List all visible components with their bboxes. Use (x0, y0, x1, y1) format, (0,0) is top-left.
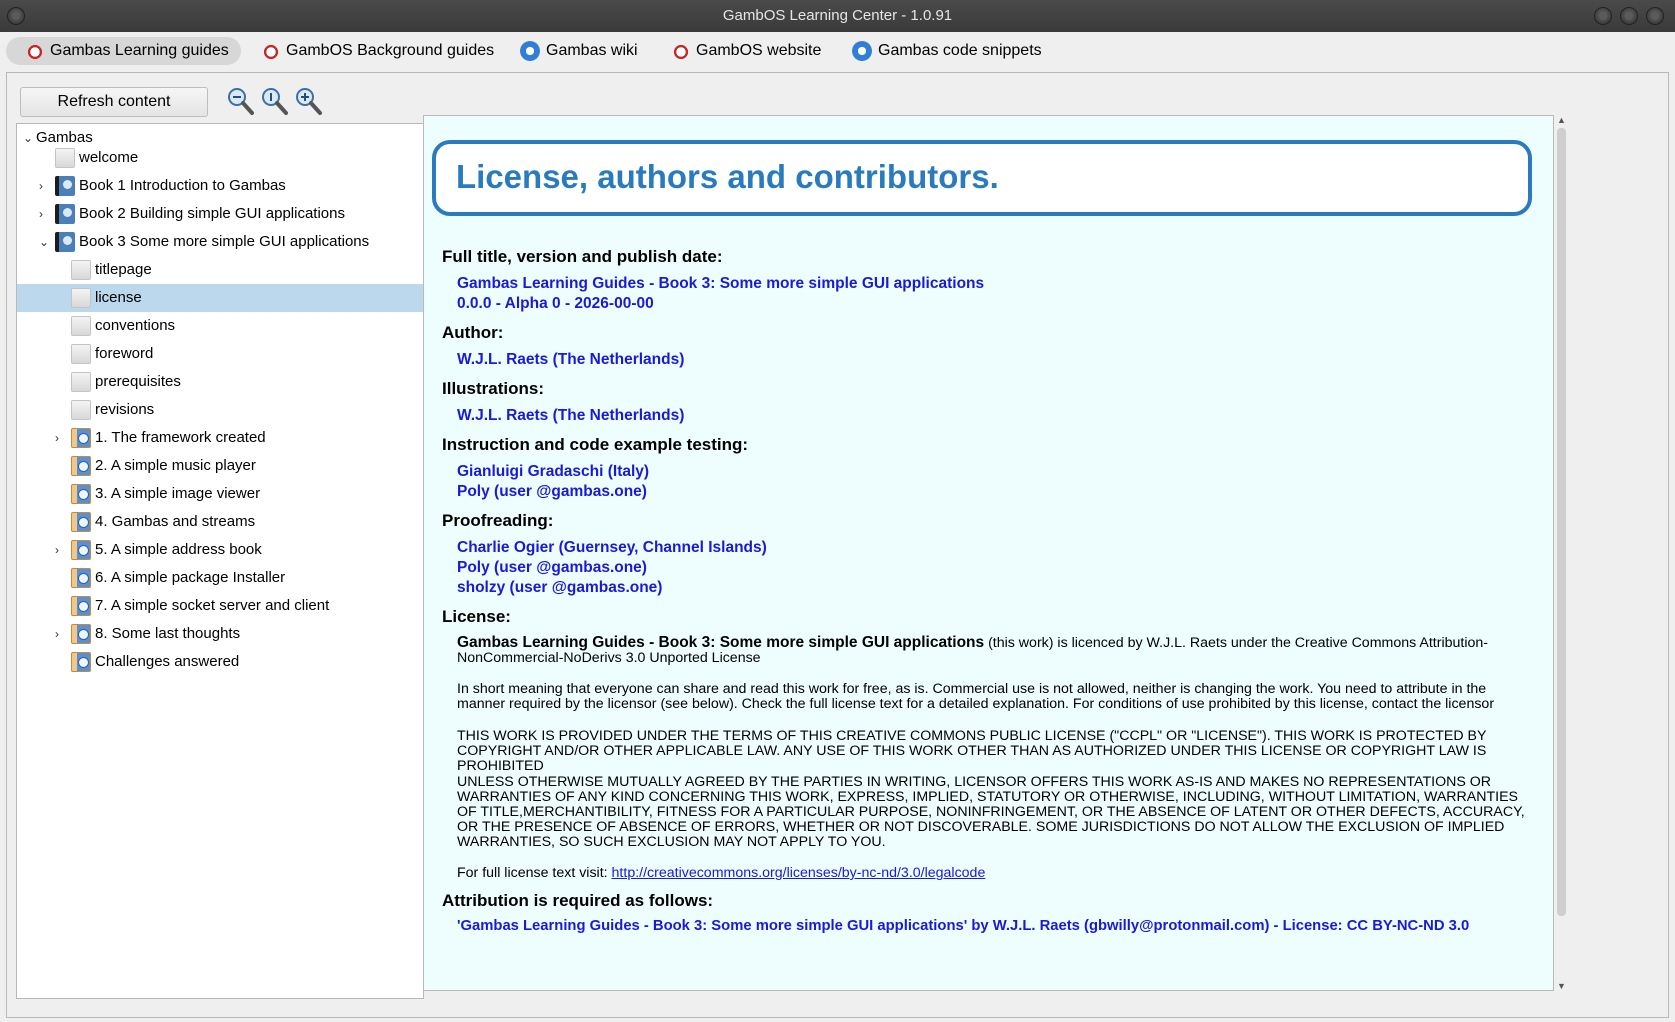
illustrations-value: W.J.L. Raets (The Netherlands) (457, 407, 685, 424)
license-work-title: Gambas Learning Guides - Book 3: Some more simple GUI applications (457, 634, 985, 651)
page-title-box (432, 140, 1532, 216)
zoom-reset-icon[interactable] (259, 85, 289, 117)
tester-value: Poly (user @gambas.one) (457, 483, 647, 500)
full-title-value: Gambas Learning Guides - Book 3: Some more simple GUI applications (457, 275, 985, 292)
document-scrollbar[interactable] (1554, 115, 1569, 991)
tree-label: 1. The framework created (95, 429, 266, 446)
tester-value: Gianluigi Gradaschi (Italy) (457, 463, 650, 480)
chapter-icon (71, 428, 91, 448)
tree-label: revisions (95, 401, 155, 418)
tab-label: GambOS website (696, 42, 822, 59)
license-link-paragraph (457, 866, 1527, 881)
tree-item-conventions[interactable] (17, 312, 423, 340)
window-titlebar (0, 0, 1675, 32)
page-title: License, authors and contributors. (456, 158, 999, 195)
maximize-button[interactable] (1620, 7, 1638, 25)
tree-item-revisions[interactable] (17, 396, 423, 424)
chapter-icon (71, 512, 91, 532)
license-terms-paragraph: THIS WORK IS PROVIDED UNDER THE TERMS OF THIS CREATIVE COMMONS PUBLIC LICENSE ("CCPL" OR "LICENSE"). THIS WORK IS PROTECTED BY COPYRIGHT AND/OR OTHER APPLICABLE LAW. ANY USE OF THIS WORK OTHER THAN AS AUTHORIZED UNDER THIS LICENSE OR COPYRIGHT LAW IS PROHIBITED (457, 728, 1487, 774)
proofreader-value: Poly (user @gambas.one) (457, 559, 647, 576)
close-button[interactable] (1646, 7, 1664, 25)
minimize-button[interactable] (1594, 7, 1612, 25)
tree-label: 7. A simple socket server and client (95, 597, 330, 614)
chapter-icon (71, 540, 91, 560)
tree-label: titlepage (95, 261, 152, 278)
window-title: GambOS Learning Center - 1.0.91 (722, 7, 953, 24)
tree-item-prerequisites[interactable] (17, 368, 423, 396)
gambos-icon (670, 41, 690, 61)
tab-gambas-code-snippets[interactable] (834, 37, 1054, 65)
tree-item-chapter-5[interactable] (17, 536, 423, 564)
collapse-icon[interactable]: ⌄ (23, 131, 34, 145)
tree-item-book2[interactable] (17, 200, 423, 228)
page-icon (71, 400, 91, 420)
full-title-heading: Full title, version and publish date: (442, 247, 723, 266)
license-text: (this work) is licenced by W.J.L. Raets under the Creative Commons Attribution-NonCommercial-NoDerivs 3.0 Unported License (457, 635, 1488, 666)
document-view[interactable] (423, 115, 1554, 991)
tab-label: Gambas Learning guides (50, 42, 229, 59)
chapter-icon (71, 596, 91, 616)
license-link-prefix: For full license text visit: (457, 865, 612, 881)
tree-label: 3. A simple image viewer (95, 485, 261, 502)
tree-item-welcome[interactable] (17, 144, 423, 172)
tab-label: Gambas wiki (546, 42, 638, 59)
scroll-down-icon[interactable]: ▼ (1557, 981, 1566, 991)
tree-label: Book 1 Introduction to Gambas (79, 177, 286, 194)
tree-label: Book 3 Some more simple GUI applications (79, 233, 370, 250)
gambos-icon (260, 41, 280, 61)
gambas-icon (852, 41, 872, 61)
version-value: 0.0.0 - Alpha 0 - 2026-00-00 (457, 295, 654, 312)
tree-label: welcome (79, 149, 139, 166)
page-icon (71, 344, 91, 364)
book-icon (55, 204, 75, 224)
tree-item-license[interactable] (17, 284, 423, 312)
tree-item-chapter-4[interactable] (17, 508, 423, 536)
expand-icon[interactable]: › (39, 207, 43, 221)
scroll-up-icon[interactable]: ▲ (1557, 115, 1566, 125)
tab-gambas-wiki[interactable] (502, 37, 650, 65)
tree-label: 8. Some last thoughts (95, 625, 241, 642)
tree-label: 5. A simple address book (95, 541, 262, 558)
window-menu-button[interactable] (7, 7, 25, 25)
page-icon (71, 288, 91, 308)
scrollbar-thumb[interactable] (1557, 128, 1566, 916)
proofreader-value: sholzy (user @gambas.one) (457, 579, 663, 596)
attribution-heading: Attribution is required as follows: (442, 891, 714, 910)
author-value: W.J.L. Raets (The Netherlands) (457, 351, 685, 368)
tab-gambos-background-guides[interactable] (242, 37, 506, 65)
license-link[interactable]: http://creativecommons.org/licenses/by-nc-nd/3.0/legalcode (611, 865, 986, 881)
tree-item-chapter-2[interactable] (17, 452, 423, 480)
book-icon (55, 176, 75, 196)
proofreader-value: Charlie Ogier (Guernsey, Channel Islands) (457, 539, 767, 556)
license-warranty-paragraph: UNLESS OTHERWISE MUTUALLY AGREED BY THE PARTIES IN WRITING, LICENSOR OFFERS THIS WORK AS-IS AND MAKES NO REPRESENTATIONS OR WARRANTIES OF ANY KIND CONCERNING THIS WORK, EXPRESS, IMPLIED, STATUTORY OR OTHERWISE, INCLUDING, WITHOUT LIMITATION, WARRANTIES OF TITLE,MERCHANTIBILITY, FITNESS FOR A PARTICULAR PURPOSE, NONINFRINGEMENT, OR THE ABSENCE OF LATENT OR OTHER DEFECTS, ACCURACY, OR THE PRESENCE OF ABSENCE OF ERRORS, WHETHER OR NOT DISCOVERABLE. SOME JURISDICTIONS DO NOT ALLOW THE EXCLUSION OF IMPLIED WARRANTIES, SO SUCH EXCLUSION MAY NOT APPLY TO YOU. (457, 774, 1525, 850)
chapter-icon (71, 456, 91, 476)
attribution-value: 'Gambas Learning Guides - Book 3: Some more simple GUI applications' by W.J.L. Raets (gbwilly@protonmail.com) - License: CC BY-NC-ND 3.0 (457, 918, 1470, 934)
gambas-icon (520, 41, 540, 61)
gambos-icon (24, 41, 44, 61)
tab-label: GambOS Background guides (286, 42, 495, 59)
tree-label: conventions (95, 317, 176, 334)
tree-item-chapter-8[interactable] (17, 620, 423, 648)
tab-bar (0, 32, 1675, 72)
refresh-content-button[interactable]: Refresh content (20, 87, 208, 117)
tree-label: license (95, 289, 142, 306)
zoom-out-icon[interactable] (225, 85, 255, 117)
expand-icon[interactable]: › (55, 543, 59, 557)
tree-item-challenges[interactable] (17, 648, 423, 676)
collapse-icon[interactable]: ⌄ (39, 235, 50, 249)
tab-label: Gambas code snippets (878, 42, 1042, 59)
book-icon (55, 232, 75, 252)
expand-icon[interactable]: › (55, 627, 59, 641)
tree-label: 2. A simple music player (95, 457, 256, 474)
guide-tree[interactable] (16, 123, 424, 999)
page-icon (71, 316, 91, 336)
chapter-icon (71, 652, 91, 672)
license-heading: License: (442, 607, 511, 626)
tree-label: Gambas (36, 129, 93, 146)
author-heading: Author: (442, 323, 504, 342)
page-icon (71, 260, 91, 280)
main-panel (6, 72, 1669, 1018)
tree-item-foreword[interactable] (17, 340, 423, 368)
tree-label: 4. Gambas and streams (95, 513, 256, 530)
license-paragraph (457, 635, 1527, 666)
tree-item-titlepage[interactable] (17, 256, 423, 284)
expand-icon[interactable]: › (55, 431, 59, 445)
tree-label: Book 2 Building simple GUI applications (79, 205, 345, 222)
chapter-icon (71, 568, 91, 588)
tab-gambos-website[interactable] (652, 37, 833, 65)
chapter-icon (71, 624, 91, 644)
illustrations-heading: Illustrations: (442, 379, 545, 398)
page-icon (55, 148, 75, 168)
chapter-icon (71, 484, 91, 504)
tree-item-chapter-6[interactable] (17, 564, 423, 592)
tree-item-chapter-7[interactable] (17, 592, 423, 620)
zoom-in-icon[interactable] (293, 85, 323, 117)
tree-label: prerequisites (95, 373, 181, 390)
expand-icon[interactable]: › (39, 179, 43, 193)
tree-item-book1[interactable] (17, 172, 423, 200)
tree-label: 6. A simple package Installer (95, 569, 286, 586)
tree-label: Challenges answered (95, 653, 240, 670)
page-icon (71, 372, 91, 392)
tree-item-chapter-3[interactable] (17, 480, 423, 508)
tree-item-book3[interactable] (17, 228, 423, 256)
tree-label: foreword (95, 345, 154, 362)
license-short-paragraph: In short meaning that everyone can share and read this work for free, as is. Commercial use is not allowed, neither is changing the work. You need to attribute in the manner required by the licensor (see below). Check the full license text for a detailed explanation. For conditions of use prohibited by this license, contact the licensor (457, 681, 1495, 712)
tab-gambas-learning-guides[interactable] (6, 37, 241, 65)
testing-heading: Instruction and code example testing: (442, 435, 749, 454)
proofreading-heading: Proofreading: (442, 511, 554, 530)
tree-item-chapter-1[interactable] (17, 424, 423, 452)
